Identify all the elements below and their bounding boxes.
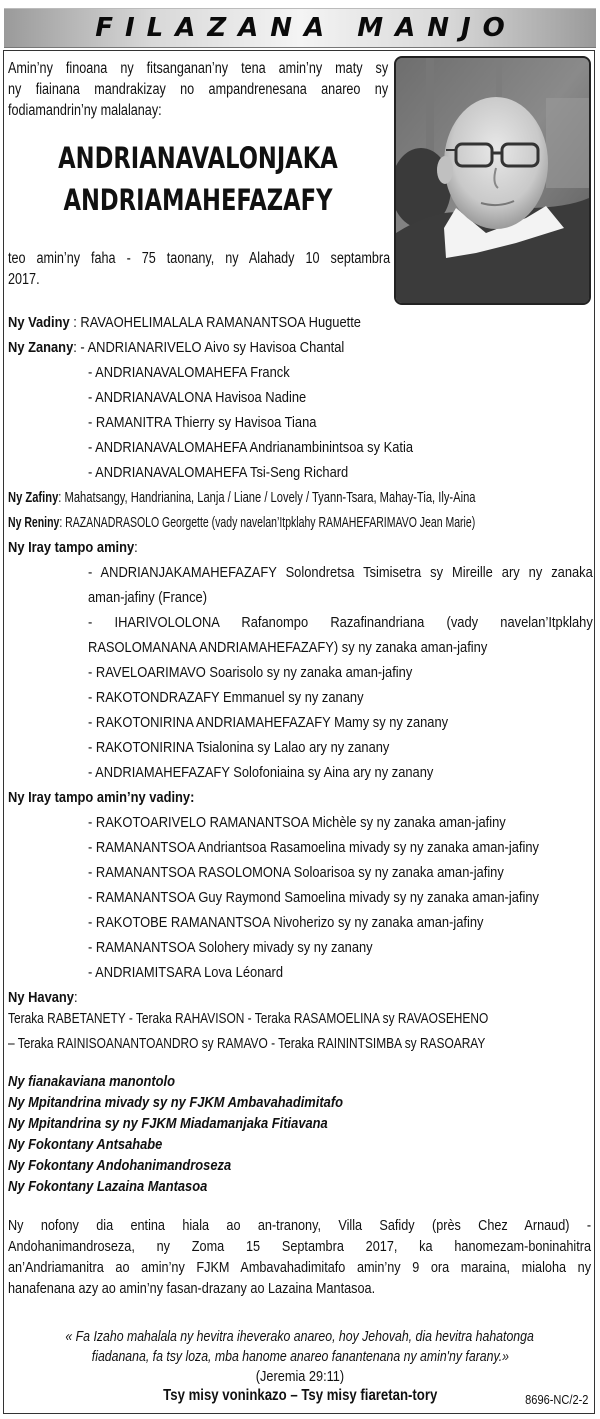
in-law-item: - RAMANANTSOA Andriantsoa Rasamoelina mivady sy ny zanaka aman-jafiny bbox=[88, 839, 539, 856]
in-law-item: - RAMANANTSOA Solohery mivady sy ny zanany bbox=[88, 939, 373, 956]
deceased-name-line2: ANDRIAMAHEFAZAFY bbox=[63, 183, 333, 217]
in-law-item: - RAMANANTSOA Guy Raymond Samoelina mivady sy ny zanaka aman-jafiny bbox=[88, 889, 539, 906]
sibling-item: - IHARIVOLOLONA Rafanompo Razafinandriana (vady navelan’Itpklahy bbox=[88, 614, 593, 631]
zafiny-row bbox=[8, 488, 600, 508]
deceased-name-line1: ANDRIANAVALONJAKA bbox=[58, 141, 338, 175]
intro-line: Amin’ny finoana ny fitsanganan’ny tena amin’ny maty sy bbox=[8, 60, 389, 77]
funeral-line: Andohanimandroseza, ny Zoma 15 Septambra 2017, ka hanomezam-boninahitra bbox=[8, 1238, 592, 1255]
zanany-row bbox=[8, 338, 399, 358]
sibling-item: - ANDRIANJAKAMAHEFAZAFY Solondretsa Tsimisetra sy Mireille ary ny zanaka bbox=[88, 564, 593, 581]
havany-row bbox=[8, 988, 89, 1008]
sibling-item: - ANDRIAMAHEFAZAFY Solofoniaina sy Aina ary ny zanany bbox=[88, 764, 434, 781]
in-law-item: - ANDRIAMITSARA Lova Léonard bbox=[88, 964, 284, 981]
in-law-item: - RAKOTOBE RAMANANTSOA Nivoherizo sy ny zanaka aman-jafiny bbox=[88, 914, 484, 931]
death-line: 2017. bbox=[8, 271, 40, 288]
death-line: teo amin’ny faha - 75 taonany, ny Alahady 10 septambra bbox=[8, 250, 391, 267]
in-law-item: - RAMANANTSOA RASOLOMONA Soloarisoa sy ny zanaka aman-jafiny bbox=[88, 864, 504, 881]
reniny-label: Ny Reniny bbox=[8, 514, 60, 531]
zafiny-label: Ny Zafiny bbox=[8, 489, 59, 506]
header-title: FILAZANA MANJO bbox=[95, 13, 517, 43]
verse-reference: (Jeremia 29:11) bbox=[255, 1368, 345, 1385]
intro-line: fodiamandrin’ny malalanay: bbox=[8, 102, 162, 119]
verse-line: fiadanana, fa tsy loza, mba hanome anareo fanantenana ny amin'ny farany.» bbox=[91, 1348, 509, 1365]
zanany-label: Ny Zanany bbox=[8, 339, 74, 356]
associate-item: Ny Fokontany Lazaina Mantasoa bbox=[8, 1178, 208, 1195]
associate-item: Ny Mpitandrina sy ny FJKM Miadamanjaka Fitiavana bbox=[8, 1115, 328, 1132]
vadiny-label: Ny Vadiny bbox=[8, 314, 70, 331]
iray-tampo-aminy-row bbox=[8, 538, 159, 558]
iray-tampo-vadiny-row bbox=[8, 788, 225, 808]
intro-paragraph bbox=[8, 58, 388, 121]
havany-label: Ny Havany bbox=[8, 989, 74, 1006]
associate-item: Ny Mpitandrina mivady sy ny FJKM Ambavahadimitafo bbox=[8, 1094, 343, 1111]
sibling-item-cont: aman-jafiny (France) bbox=[88, 589, 208, 606]
havany-colon: : bbox=[73, 989, 78, 1006]
sibling-item: - RAKOTONIRINA ANDRIAMAHEFAZAFY Mamy sy ny zanany bbox=[88, 714, 449, 731]
zafiny-value: : Mahatsangy, Handrianina, Lanja / Liane / Lovely / Tyann-Tsara, Mahay-Tia, Ily-Aina bbox=[58, 489, 476, 506]
zanany-item: - ANDRIANAVALOMAHEFA Franck bbox=[88, 364, 290, 381]
zanany-item: - RAMANITRA Thierry sy Havisoa Tiana bbox=[88, 414, 317, 431]
associate-item: Ny Fokontany Antsahabe bbox=[8, 1136, 163, 1153]
footer-note: Tsy misy voninkazo – Tsy misy fiaretan-tory bbox=[162, 1387, 438, 1404]
sibling-item: - RAKOTONIRINA Tsialonina sy Lalao ary ny zanany bbox=[88, 739, 390, 756]
iray-tampo-vadiny-label: Ny Iray tampo amin’ny vadiny: bbox=[8, 789, 195, 806]
havany-line: Teraka RABETANETY - Teraka RAHAVISON - Teraka RASAMOELINA sy RAVAOSEHENO bbox=[8, 1010, 489, 1027]
funeral-line: an’Andriamanitra ao amin’ny FJKM Ambavahadimitafo amin’ny 9 ora maraina, mialoha ny bbox=[8, 1259, 592, 1276]
funeral-line: hanafenana azy ao amin’ny fasan-drazany ao Lazaina Mantasoa. bbox=[8, 1280, 376, 1297]
reference-code: 8696-NC/2-2 bbox=[524, 1392, 588, 1407]
sibling-item: - RAVELOARIMAVO Soarisolo sy ny zanaka aman-jafiny bbox=[88, 664, 413, 681]
associate-item: Ny Fokontany Andohanimandroseza bbox=[8, 1157, 232, 1174]
zanany-item: - ANDRIANAVALOMAHEFA Tsi-Seng Richard bbox=[88, 464, 349, 481]
portrait-photo bbox=[394, 56, 591, 305]
vadiny-value: : RAVAOHELIMALALA RAMANANTSOA Huguette bbox=[69, 314, 361, 331]
associate-item: Ny fianakaviana manontolo bbox=[8, 1073, 176, 1090]
header-banner bbox=[4, 8, 596, 48]
zanany-item: : - ANDRIANARIVELO Aivo sy Havisoa Chantal bbox=[73, 339, 345, 356]
iray-tampo-aminy-colon: : bbox=[134, 539, 138, 556]
funeral-line: Ny nofony dia entina hiala ao an-tranony, Villa Safidy (près Chez Arnaud) - bbox=[8, 1217, 592, 1234]
sibling-item-cont: RASOLOMANANA ANDRIAMAHEFAZAFY) sy ny zanaka aman-jafiny bbox=[88, 639, 488, 656]
sibling-item: - RAKOTONDRAZAFY Emmanuel sy ny zanany bbox=[88, 689, 364, 706]
portrait-image bbox=[396, 58, 589, 303]
vadiny-row bbox=[8, 313, 418, 333]
reniny-value: : RAZANADRASOLO Georgette (vady navelan’Itpklahy RAMAHEFARIMAVO Jean Marie) bbox=[59, 514, 476, 531]
in-law-item: - RAKOTOARIVELO RAMANANTSOA Michèle sy ny zanaka aman-jafiny bbox=[88, 814, 506, 831]
reniny-row bbox=[8, 513, 600, 533]
iray-tampo-aminy-label: Ny Iray tampo aminy bbox=[8, 539, 135, 556]
verse-line: « Fa Izaho mahalala ny hevitra iheverako anareo, hoy Jehovah, dia hevitra hahatonga bbox=[65, 1328, 535, 1345]
havany-line: – Teraka RAINISOANANTOANDRO sy RAMAVO - Teraka RAININTSIMBA sy RASOARAY bbox=[8, 1035, 486, 1052]
intro-line: ny fiainana mandrakizay no ampandrenesana anareo ny bbox=[8, 81, 389, 98]
zanany-item: - ANDRIANAVALONA Havisoa Nadine bbox=[88, 389, 307, 406]
death-details bbox=[8, 248, 390, 290]
zanany-item: - ANDRIANAVALOMAHEFA Andrianambinintsoa sy Katia bbox=[88, 439, 414, 456]
